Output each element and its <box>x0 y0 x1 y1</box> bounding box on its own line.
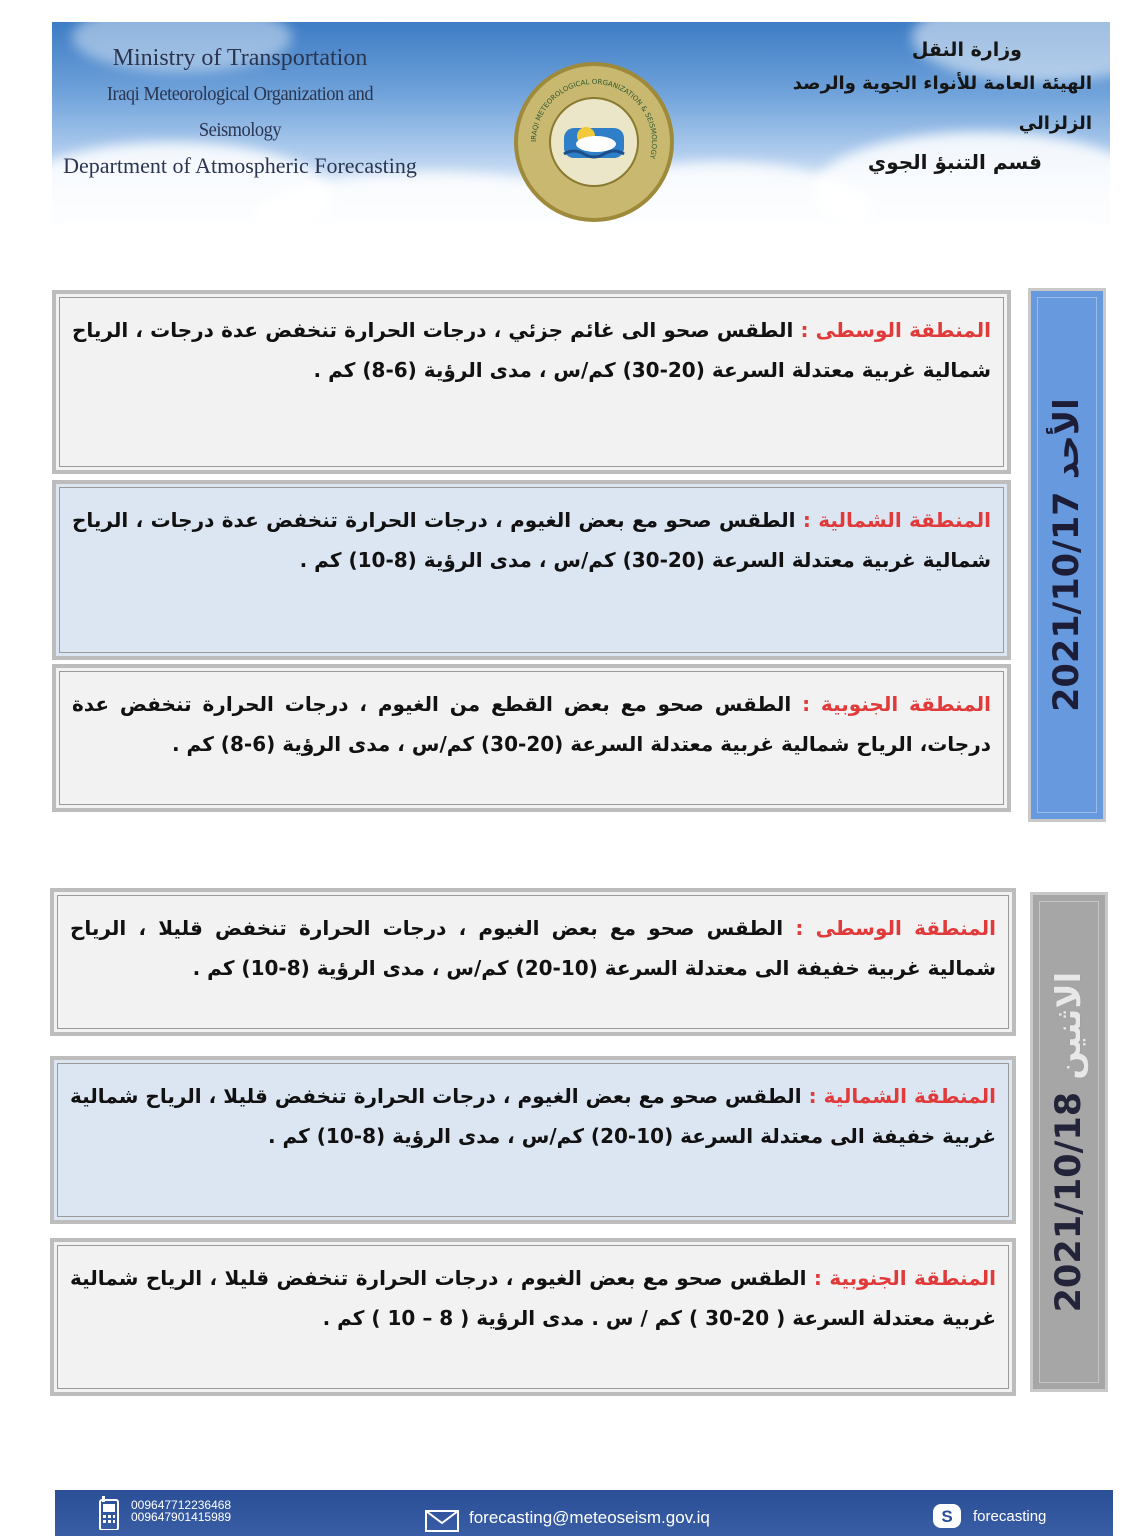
footer-contact-bar <box>55 1490 1113 1536</box>
region-name: المنطقة الوسطى : <box>795 916 997 940</box>
mail-icon <box>425 1510 459 1532</box>
day-label <box>1047 398 1087 712</box>
department-name-ar: قسم التنبؤ الجوي <box>867 150 1042 174</box>
day-name: الأحد <box>1047 398 1087 480</box>
region-name: المنطقة الجنوبية : <box>802 692 991 716</box>
header-banner <box>52 22 1110 224</box>
department-name-en: Department of Atmospheric Forecasting <box>63 153 417 178</box>
phone-number-2[interactable]: 009647901415989 <box>131 1510 232 1524</box>
region-central-day1 <box>52 290 1011 474</box>
region-name: المنطقة الوسطى : <box>800 318 992 342</box>
skype-handle[interactable]: forecasting <box>973 1508 1047 1525</box>
english-header <box>60 40 420 184</box>
day-bar-monday <box>1030 892 1108 1392</box>
day-name: الاثنين <box>1049 971 1089 1080</box>
region-north-day2 <box>50 1056 1016 1224</box>
region-forecast-text: الطقس صحو مع بعض الغيوم ، درجات الحرارة تنخفض قليلا ، الرياح شمالية غربية معتدلة السرعة ( 20-30 ) كم / س . مدى الرؤية ( 8 – 10 ) كم . <box>70 1266 996 1330</box>
logo-ring-text: IRAQI METEOROLOGICAL ORGANIZATION & SEISMOLOGY <box>529 77 659 160</box>
ministry-name-ar: وزارة النقل <box>911 39 1022 61</box>
region-south-day2 <box>50 1238 1016 1396</box>
svg-text:S: S <box>941 1507 953 1526</box>
day-date: 2021/10/18 <box>1049 1091 1089 1313</box>
logo-emblem-icon <box>518 66 670 218</box>
phone-numbers <box>131 1499 231 1523</box>
region-south-day1 <box>52 664 1011 812</box>
region-forecast-text: الطقس صحو مع بعض الغيوم ، درجات الحرارة تنخفض قليلا ، الرياح شمالية غربية خفيفة الى معتدلة السرعة (10-20) كم/س ، مدى الرؤية (8-10) كم . <box>70 1084 996 1148</box>
phone-number-1[interactable]: 009647712236468 <box>131 1498 232 1512</box>
phone-icon <box>97 1496 121 1530</box>
organization-name-en: Iraqi Meteorological Organization and Seismology <box>106 83 374 141</box>
ministry-name-en: Ministry of Transportation <box>112 45 368 71</box>
region-central-day2 <box>50 888 1016 1036</box>
day-date: 2021/10/17 <box>1047 491 1087 712</box>
region-forecast-text: الطقس صحو الى غائم جزئي ، درجات الحرارة تنخفض عدة درجات ، الرياح شمالية غربية معتدلة السرعة (20-30) كم/س ، مدى الرؤية (6-8) كم . <box>72 318 991 382</box>
day-bar-sunday <box>1028 288 1106 822</box>
arabic-header <box>762 36 1092 180</box>
region-forecast-text: الطقس صحو مع بعض القطع من الغيوم ، درجات الحرارة تنخفض عدة درجات، الرياح شمالية غربية معتدلة السرعة (20-30) كم/س ، مدى الرؤية (6-8) كم . <box>72 692 991 756</box>
email-link[interactable]: forecasting@meteoseism.gov.iq <box>469 1508 710 1527</box>
region-name: المنطقة الجنوبية : <box>813 1266 996 1290</box>
region-forecast-text: الطقس صحو مع بعض الغيوم ، درجات الحرارة تنخفض عدة درجات ، الرياح شمالية غربية معتدلة السرعة (20-30) كم/س ، مدى الرؤية (8-10) كم . <box>72 508 991 572</box>
day-label <box>1049 972 1089 1313</box>
region-north-day1 <box>52 480 1011 660</box>
region-name: المنطقة الشمالية : <box>808 1084 996 1108</box>
region-name: المنطقة الشمالية : <box>802 508 991 532</box>
organization-name-ar: الهيئة العامة للأنواء الجوية والرصد الزلزالي <box>792 73 1092 134</box>
region-forecast-text: الطقس صحو مع بعض الغيوم ، درجات الحرارة تنخفض قليلا ، الرياح شمالية غربية خفيفة الى معتدلة السرعة (10-20) كم/س ، مدى الرؤية (8-10) كم . <box>70 916 996 980</box>
organization-logo <box>514 62 674 222</box>
skype-icon <box>931 1504 963 1528</box>
